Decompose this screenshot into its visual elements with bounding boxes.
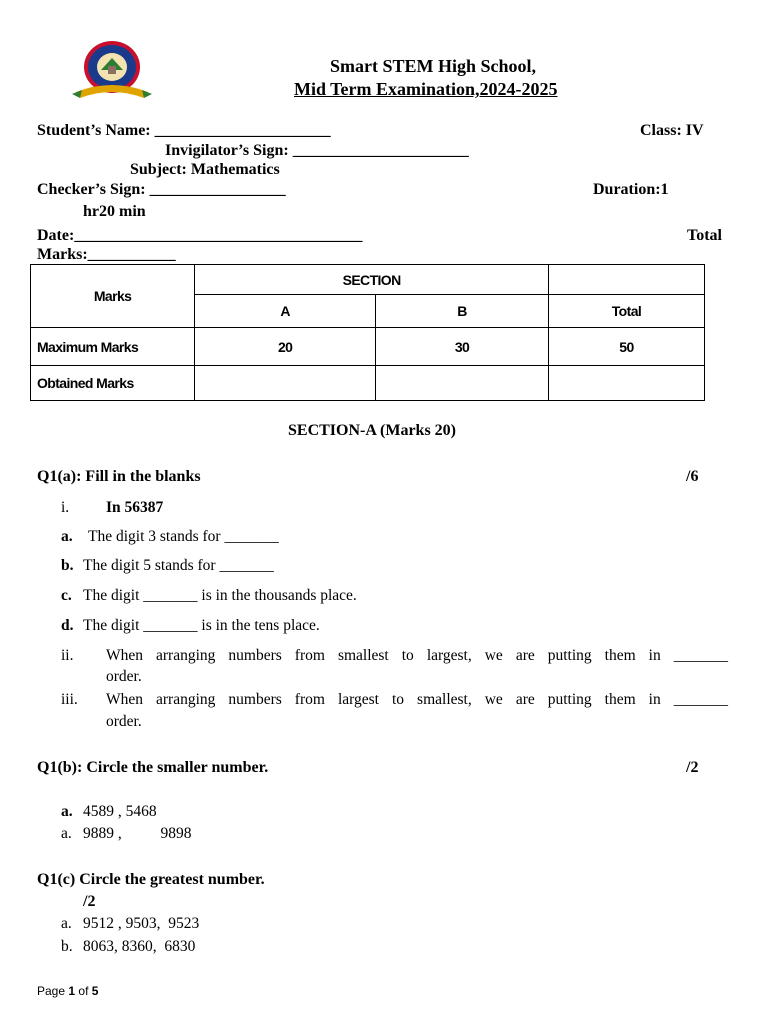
checker-sign-field: Checker’s Sign: _________________ bbox=[37, 181, 286, 198]
marks-header-cell bbox=[31, 265, 195, 328]
obtained-total-cell[interactable] bbox=[548, 366, 704, 401]
subject-label: Subject: Mathematics bbox=[130, 161, 280, 178]
marks-header: Marks bbox=[93, 288, 132, 304]
duration-continued: hr20 min bbox=[83, 203, 146, 220]
q1c-b-text: 8063, 8360, 6830 bbox=[83, 938, 196, 955]
q1a-iii-cont: order. bbox=[106, 713, 142, 730]
page-word: Page bbox=[37, 984, 66, 998]
section-a-title: SECTION-A (Marks 20) bbox=[288, 422, 457, 439]
q1b-b-label: a. bbox=[61, 825, 72, 842]
col-total-header: Total bbox=[548, 295, 704, 328]
q1a-a-text: The digit 3 stands for _______ bbox=[88, 528, 279, 545]
q1a-a-label: a. bbox=[61, 528, 73, 545]
row-max-label: Maximum Marks bbox=[31, 328, 195, 366]
q1a-d-text: The digit _______ is in the tens place. bbox=[83, 617, 320, 634]
duration-label: Duration:1 bbox=[593, 181, 669, 198]
q1a-ii-cont: order. bbox=[106, 668, 142, 685]
q1b-marks: /2 bbox=[686, 759, 699, 776]
obtained-b-cell[interactable] bbox=[376, 366, 549, 401]
q1c-title: Q1(c) Circle the greatest number. bbox=[37, 871, 265, 888]
student-name-field: Student’s Name: ______________________ bbox=[37, 122, 331, 139]
q1a-ii-text: When arranging numbers from smallest to largest, we are putting them in _______ bbox=[106, 647, 728, 664]
q1b-a-text: 4589 , 5468 bbox=[83, 803, 157, 820]
q1a-i-text: In 56387 bbox=[106, 499, 164, 516]
date-field: Date:____________________________________ bbox=[37, 227, 363, 244]
empty-header-cell bbox=[548, 265, 704, 295]
school-logo bbox=[68, 40, 156, 100]
total-marks-field: Marks:___________ bbox=[37, 246, 176, 263]
page-footer bbox=[37, 984, 98, 998]
total-label: Total bbox=[687, 227, 722, 244]
q1a-iii-text: When arranging numbers from largest to smallest, we are putting them in _______ bbox=[106, 691, 728, 708]
q1a-title: Q1(a): Fill in the blanks bbox=[37, 468, 201, 485]
q1b-title: Q1(b): Circle the smaller number. bbox=[37, 759, 269, 776]
page-total: 5 bbox=[91, 984, 99, 998]
q1a-i-number: i. bbox=[61, 499, 70, 516]
q1b-a-label: a. bbox=[61, 803, 73, 820]
q1c-a-label: a. bbox=[61, 915, 72, 932]
q1a-b-label: b. bbox=[61, 557, 74, 574]
col-a-header: A bbox=[195, 295, 376, 328]
of-word: of bbox=[78, 984, 89, 998]
school-name: Smart STEM High School, bbox=[330, 56, 537, 76]
max-b-value: 30 bbox=[376, 328, 549, 366]
section-header-cell bbox=[195, 265, 549, 295]
max-a-value: 20 bbox=[195, 328, 376, 366]
q1a-d-label: d. bbox=[61, 617, 74, 634]
exam-title: Mid Term Examination,2024-2025 bbox=[294, 79, 558, 99]
q1a-marks: /6 bbox=[686, 468, 699, 485]
max-total-value: 50 bbox=[548, 328, 704, 366]
section-header: SECTION bbox=[342, 271, 401, 288]
row-obtained-label: Obtained Marks bbox=[31, 366, 195, 401]
q1c-b-label: b. bbox=[61, 938, 73, 955]
q1b-b-text: 9889 , 9898 bbox=[83, 825, 192, 842]
obtained-a-cell[interactable] bbox=[195, 366, 376, 401]
class-label: Class: IV bbox=[640, 122, 704, 139]
invigilator-sign-field: Invigilator’s Sign: ______________________ bbox=[165, 142, 469, 159]
q1a-ii-number: ii. bbox=[61, 647, 74, 664]
q1c-marks: /2 bbox=[83, 893, 96, 910]
q1a-c-label: c. bbox=[61, 587, 72, 604]
col-b-header: B bbox=[376, 295, 549, 328]
marks-table bbox=[30, 264, 705, 401]
q1c-a-text: 9512 , 9503, 9523 bbox=[83, 915, 200, 932]
page-number: 1 bbox=[68, 984, 76, 998]
q1a-b-text: The digit 5 stands for _______ bbox=[83, 557, 274, 574]
q1a-c-text: The digit _______ is in the thousands place. bbox=[83, 587, 357, 604]
q1a-iii-number: iii. bbox=[61, 691, 78, 708]
